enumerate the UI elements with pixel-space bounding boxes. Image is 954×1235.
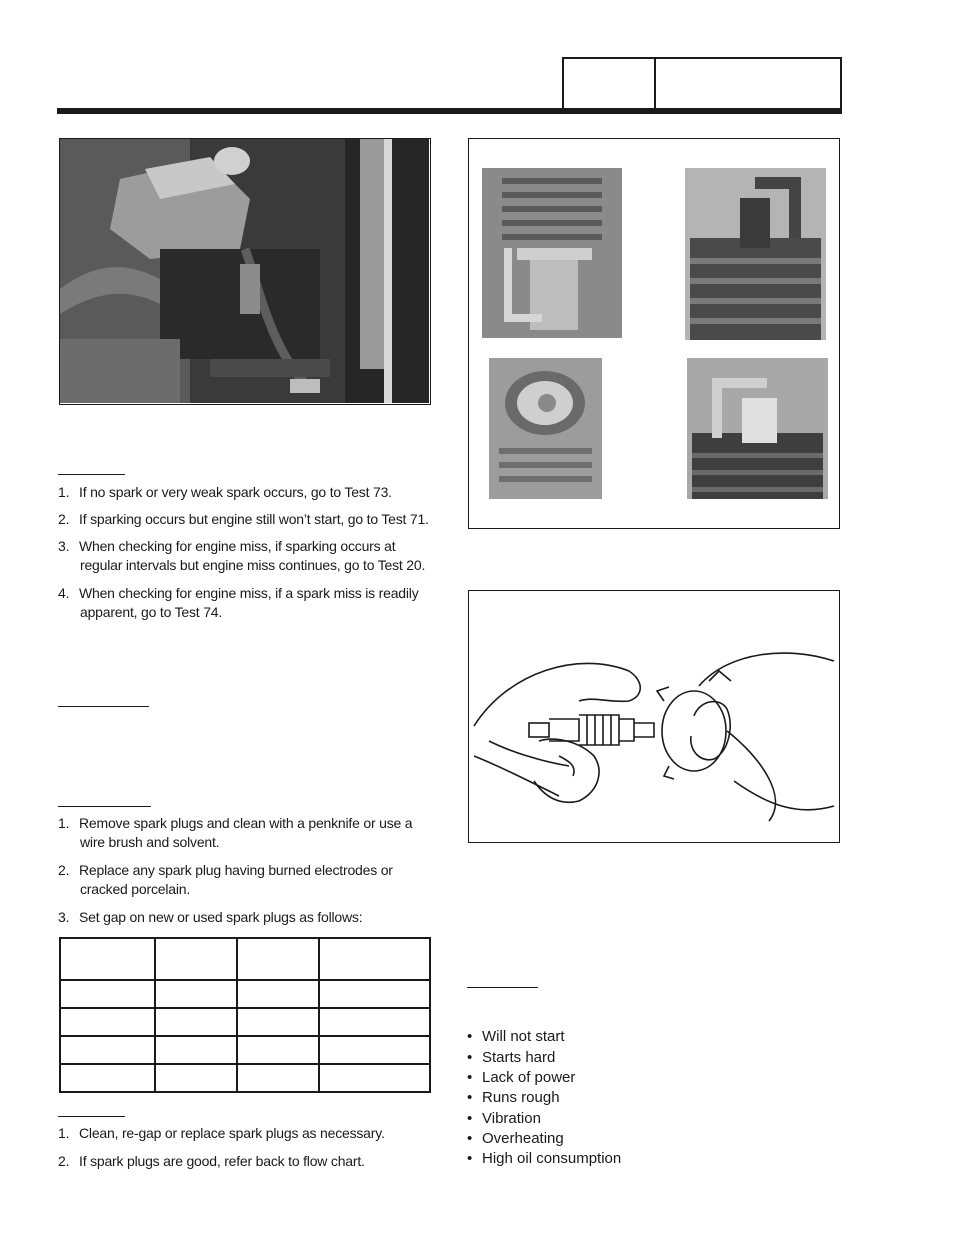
symptom-item: • Lack of power bbox=[467, 1069, 576, 1086]
table-cell bbox=[319, 980, 430, 1008]
results2-item-1: 1. Clean, re-gap or replace spark plugs as necessary. bbox=[58, 1125, 385, 1141]
engine-photo bbox=[59, 138, 431, 405]
symptom-item: • Overheating bbox=[467, 1130, 564, 1147]
spark-plug-gap-table bbox=[59, 937, 431, 1093]
table-row bbox=[60, 1064, 430, 1092]
spark-plug-conditions-figure bbox=[468, 138, 840, 529]
symptom-item: • Vibration bbox=[467, 1110, 541, 1127]
symptom-item: • High oil consumption bbox=[467, 1150, 622, 1167]
table-cell bbox=[319, 1008, 430, 1036]
table-cell bbox=[155, 1064, 237, 1092]
table-cell bbox=[319, 1064, 430, 1092]
table-cell bbox=[155, 980, 237, 1008]
table-cell bbox=[60, 980, 155, 1008]
results-heading-rule bbox=[58, 474, 125, 475]
header-page-box bbox=[654, 57, 842, 111]
gap-gauge-illustration bbox=[469, 591, 838, 841]
symptom-item: • Will not start bbox=[467, 1028, 565, 1045]
table-cell bbox=[237, 980, 319, 1008]
symptom-item: • Runs rough bbox=[467, 1089, 560, 1106]
spark-plug-photo-worn bbox=[489, 358, 602, 499]
symptom-item: • Starts hard bbox=[467, 1049, 556, 1066]
spark-plug-gap-gauge-figure bbox=[468, 590, 840, 843]
spark-plug-photo-normal bbox=[482, 168, 622, 338]
header-rule bbox=[57, 108, 842, 114]
table-cell bbox=[60, 1064, 155, 1092]
results-item-1: 1. If no spark or very weak spark occurs, go to Test 73. bbox=[58, 484, 392, 500]
results-item-4: 4. When checking for engine miss, if a spark miss is readily apparent, go to Test 74. bbox=[58, 585, 419, 620]
table-cell bbox=[60, 1008, 155, 1036]
header-section-box bbox=[562, 57, 656, 111]
table-cell bbox=[237, 1064, 319, 1092]
results2-heading-rule bbox=[58, 1116, 125, 1117]
table-cell bbox=[237, 938, 319, 980]
procedure-heading-rule bbox=[58, 806, 151, 807]
table-row bbox=[60, 1036, 430, 1064]
results2-item-2: 2. If spark plugs are good, refer back to flow chart. bbox=[58, 1153, 365, 1169]
table-row bbox=[60, 980, 430, 1008]
results-item-3: 3. When checking for engine miss, if sparking occurs at regular intervals but engine miss continues, go to Test 20. bbox=[58, 538, 426, 573]
table-cell bbox=[319, 938, 430, 980]
table-cell bbox=[237, 1036, 319, 1064]
table-cell bbox=[60, 1036, 155, 1064]
table-row bbox=[60, 1008, 430, 1036]
symptoms-heading-rule bbox=[467, 987, 538, 988]
procedure-item-2: 2. Replace any spark plug having burned electrodes or cracked porcelain. bbox=[58, 862, 393, 897]
spark-plug-photo-overheated bbox=[687, 358, 828, 499]
procedure-item-3: 3. Set gap on new or used spark plugs as follows: bbox=[58, 909, 363, 925]
engine-photo-image bbox=[60, 139, 429, 403]
table-cell bbox=[155, 938, 237, 980]
results-item-2: 2. If sparking occurs but engine still won’t start, go to Test 71. bbox=[58, 511, 429, 527]
spark-plug-photo-carbon-fouled bbox=[685, 168, 826, 340]
table-cell bbox=[319, 1036, 430, 1064]
procedure-item-1: 1. Remove spark plugs and clean with a penknife or use a wire brush and solvent. bbox=[58, 815, 413, 850]
discussion-heading-rule bbox=[58, 706, 149, 707]
table-cell bbox=[60, 938, 155, 980]
table-header-row bbox=[60, 938, 430, 980]
table-cell bbox=[155, 1036, 237, 1064]
table-cell bbox=[237, 1008, 319, 1036]
table-cell bbox=[155, 1008, 237, 1036]
